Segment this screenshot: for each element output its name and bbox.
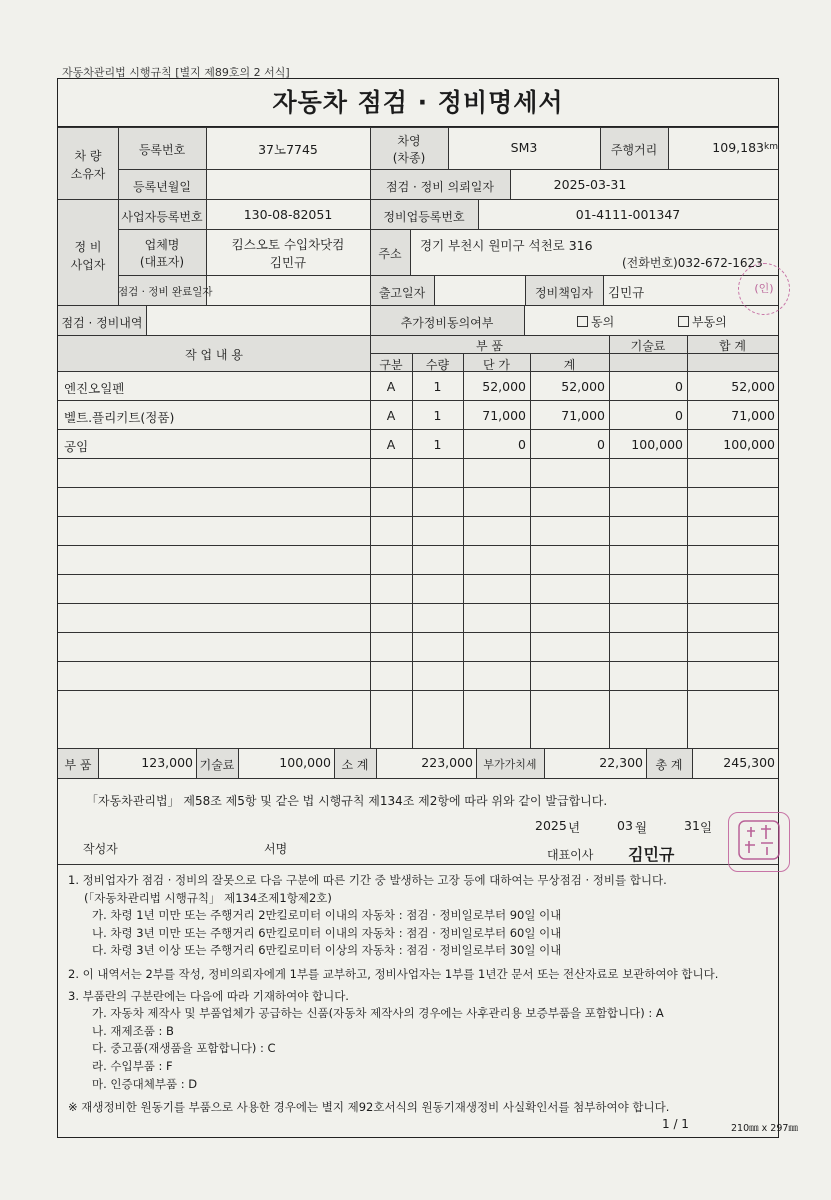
mileage-label: 주행거리: [610, 143, 658, 157]
summary-parts-value: 123,000: [141, 755, 193, 770]
issue-year: 2025: [535, 818, 567, 833]
row-qty: 1: [433, 437, 442, 452]
disagree-label: 부동의: [692, 315, 727, 329]
type-header: 구분: [379, 358, 403, 372]
agree-checkbox[interactable]: [577, 313, 614, 330]
qty-header: 수량: [425, 358, 450, 372]
work-header: 작 업 내 용: [185, 348, 243, 362]
issue-month: 03: [617, 818, 633, 833]
request-date-label: 점검 · 정비 의뢰일자: [386, 180, 494, 194]
amount-header: 계: [563, 358, 576, 372]
shop-section-label-2: 사업자: [70, 258, 106, 272]
manager-label: 정비책임자: [535, 286, 593, 300]
row-type: A: [386, 437, 396, 452]
shop-rep-value: 김민규: [269, 255, 307, 270]
row-work: 벨트.플리키트(정품): [64, 410, 175, 425]
note-3-b: 나. 재제조품 : B: [92, 1023, 174, 1038]
note-3-a: 가. 자동차 제작사 및 부품업체가 공급하는 신품(자동차 제작사의 경우에는 사후관리용 보증부품을 포함합니다) : A: [92, 1006, 664, 1021]
summary-subtotal-value: 223,000: [421, 755, 473, 770]
shop-reg-value: 01-4111-001347: [575, 207, 681, 222]
checkbox-icon: [678, 316, 689, 327]
address-label: 주소: [378, 247, 402, 261]
ceo-label: 대표이사: [547, 848, 594, 862]
unit-price-header: 단 가: [483, 358, 510, 372]
shop-section-label: 정 비: [74, 240, 102, 254]
summary-vat-value: 22,300: [599, 755, 643, 770]
done-date-label: 점검 · 정비 완료일자: [118, 286, 213, 298]
disagree-checkbox[interactable]: [678, 313, 727, 330]
summary-parts-label: 부 품: [64, 758, 92, 772]
owner-section-label: 차 량: [74, 149, 102, 163]
owner-section-label-2: 소유자: [70, 167, 106, 181]
mileage-value: 109,183: [712, 140, 764, 155]
summary-labor-label: 기술료: [199, 758, 235, 772]
address-value: 경기 부천시 원미구 석천로 316: [420, 238, 593, 253]
document-title: 자동차 점검 · 정비명세서: [58, 80, 778, 127]
summary-subtotal-label: 소 계: [341, 758, 369, 772]
seal-stamp-icon: (인): [738, 263, 790, 315]
row-total: 52,000: [731, 379, 775, 394]
summary-total-value: 245,300: [723, 755, 775, 770]
shop-name-label: 업체명: [144, 238, 180, 252]
note-1-c: 다. 차령 3년 이상 또는 주행거리 6만킬로미터 이상의 자동차 : 점검 · 정비일로부터 30일 이내: [92, 943, 562, 958]
manager-value: 김민규: [608, 285, 645, 300]
phone-value: (전화번호)032-672-1623: [622, 256, 763, 270]
note-2: 2. 이 내역서는 2부를 작성, 정비의뢰자에게 1부를 교부하고, 정비사업자는 1부를 1년간 문서 또는 전산자료로 보관하여야 합니다.: [68, 966, 719, 981]
model-label-2: (차종): [392, 151, 426, 165]
shop-reg-label: 정비업등록번호: [383, 210, 465, 224]
paper-size: 210㎜ x 297㎜: [731, 1123, 798, 1134]
note-1-a: 가. 차령 1년 미만 또는 주행거리 2만킬로미터 이내의 자동차 : 점검 · 정비일로부터 90일 이내: [92, 908, 562, 923]
row-type: A: [386, 379, 396, 394]
row-labor: 0: [675, 408, 683, 423]
note-3: 3. 부품란의 구분란에는 다음에 따라 기재하여야 합니다.: [68, 988, 349, 1003]
model-value: SM3: [510, 140, 538, 155]
parts-header: 부 품: [476, 339, 503, 353]
model-label: 차영: [397, 134, 421, 148]
agree-label: 동의: [591, 315, 615, 329]
note-3-d: 라. 수입부품 : F: [92, 1058, 173, 1073]
issue-month-unit: 월: [635, 820, 648, 835]
row-type: A: [386, 408, 396, 423]
release-date-label: 출고일자: [378, 286, 426, 300]
labor-header: 기술료: [630, 339, 666, 353]
row-labor: 0: [675, 379, 683, 394]
request-date-value: 2025-03-31: [553, 177, 627, 192]
issue-day-unit: 일: [700, 820, 713, 835]
note-3-c: 다. 중고품(재생품을 포함합니다) : C: [92, 1041, 276, 1056]
note-3-e: 마. 인증대체부품 : D: [92, 1076, 198, 1091]
summary-vat-label: 부가가치세: [483, 758, 537, 771]
seal-pattern-icon: [731, 813, 787, 867]
note-remark: ※ 재생정비한 원동기를 부품으로 사용한 경우에는 별지 제92호서식의 원동기재생정비 사실확인서를 첨부하여야 합니다.: [68, 1100, 670, 1115]
row-amount: 52,000: [561, 379, 605, 394]
row-unit-price: 0: [518, 437, 526, 452]
reg-no-label: 등록번호: [138, 143, 186, 157]
row-unit-price: 71,000: [482, 408, 526, 423]
reg-date-label: 등록년월일: [133, 180, 191, 194]
row-work: 엔진오일펜: [64, 381, 125, 396]
reg-no-value: 37노7745: [258, 142, 318, 157]
row-unit-price: 52,000: [482, 379, 526, 394]
page-number: 1 / 1: [662, 1117, 689, 1131]
row-amount: 71,000: [561, 408, 605, 423]
issue-year-unit: 년: [568, 820, 581, 835]
company-seal-icon: [728, 812, 790, 872]
mileage-unit: km: [764, 142, 778, 152]
checkbox-icon: [577, 316, 588, 327]
inspection-label: 점검 · 정비내역: [61, 316, 143, 330]
note-1-b: 나. 차령 3년 미만 또는 주행거리 6만킬로미터 이내의 자동차 : 점검 · 정비일로부터 60일 이내: [92, 925, 562, 940]
row-qty: 1: [433, 408, 442, 423]
biz-no-value: 130-08-82051: [243, 207, 333, 222]
total-header: 합 계: [719, 339, 746, 353]
ceo-name-signature: 김민규: [628, 845, 675, 864]
note-1-ref: (「자동차관리법 시행규칙」 제134조제1항제2호): [84, 890, 332, 905]
sign-label: 서명: [264, 842, 288, 856]
consent-label: 추가정비동의여부: [400, 316, 494, 330]
row-total: 71,000: [731, 408, 775, 423]
form-reference: 자동차관리법 시행규칙 [별지 제89호의 2 서식]: [62, 66, 290, 79]
issue-statement: 「자동차관리법」 제58조 제5항 및 같은 법 시행규칙 제134조 제2항에 따라 위와 같이 발급합니다.: [86, 794, 608, 808]
notes-section: [68, 872, 773, 1117]
row-qty: 1: [433, 379, 442, 394]
note-1: 1. 정비업자가 점검 · 정비의 잘못으로 다음 구분에 따른 기간 중 발생하는 고장 등에 대하여는 무상점검 · 정비를 합니다.: [68, 873, 667, 887]
row-amount: 0: [597, 437, 605, 452]
row-work: 공임: [64, 439, 89, 454]
writer-label: 작성자: [83, 842, 118, 856]
row-labor: 100,000: [631, 437, 683, 452]
summary-labor-value: 100,000: [279, 755, 331, 770]
issue-day: 31: [684, 818, 700, 833]
shop-name-value: 킴스오토 수입차닷컴: [231, 237, 345, 252]
summary-total-label: 총 계: [655, 758, 683, 772]
row-total: 100,000: [723, 437, 775, 452]
biz-no-label: 사업자등록번호: [121, 210, 203, 224]
shop-name-label-2: (대표자): [139, 255, 185, 269]
